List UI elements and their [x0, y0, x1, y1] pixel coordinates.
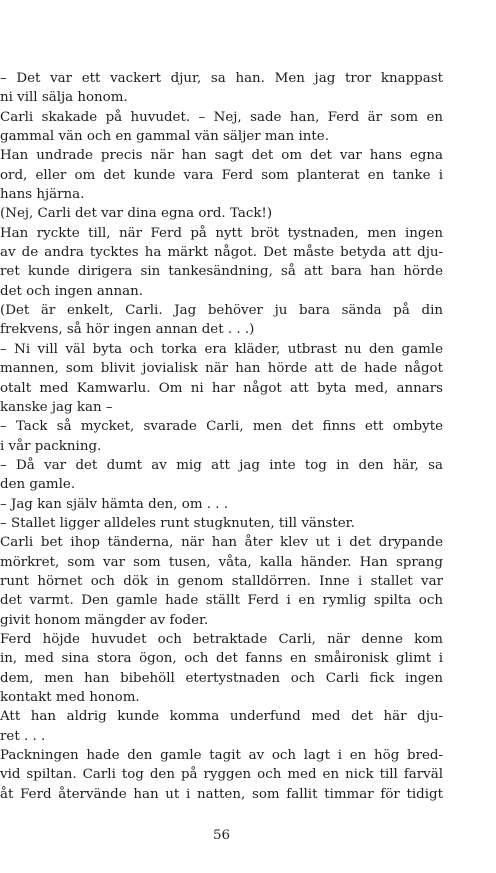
body-text [0, 69, 443, 804]
page-number: 56 [212, 828, 231, 843]
text-line: otalt med Kamwarlu. Om ni har något att byta med, annars [0, 380, 443, 396]
text-line: hans hjärna. [0, 187, 85, 203]
text-line: – Det var ett vackert djur, sa han. Men jag tror knappast [0, 71, 443, 86]
text-line: ord, eller om det kunde vara Ferd som planterat en tanke i [0, 167, 443, 183]
text-line: runt hörnet och dök in genom stalldörren. Inne i stallet var [0, 573, 443, 589]
text-line: ni vill sälja honom. [0, 90, 128, 106]
text-line: (Nej, Carli det var dina egna ord. Tack!) [0, 206, 273, 222]
text-line: mannen, som blivit jovialisk när han hörde att de hade något [0, 361, 443, 377]
text-line: mörkret, som var som tusen, våta, kalla händer. Han sprang [0, 554, 443, 570]
text-line: in, med sina stora ögon, och det fanns en småironisk glimt i [0, 651, 443, 667]
text-line: i vår packning. [0, 438, 102, 454]
text-line: ret . . . [0, 728, 46, 744]
text-line: vid spiltan. Carli tog den på ryggen och med en nick till farväl [0, 767, 443, 783]
text-line: givit honom mängder av foder. [0, 612, 209, 628]
text-line: – Jag kan själv hämta den, om . . . [0, 496, 229, 512]
text-line: Han ryckte till, när Ferd på nytt bröt tystnaden, men ingen [0, 225, 443, 241]
text-line: kontakt med honom. [0, 690, 140, 705]
text-line: – Stallet ligger alldeles runt stugknuten, till vänster. [0, 515, 355, 531]
text-line: Att han aldrig kunde komma underfund med det här dju- [0, 709, 443, 725]
text-line: – Då var det dumt av mig att jag inte tog in den här, sa [0, 457, 443, 473]
text-line: det varmt. Den gamle hade ställt Ferd i en rymlig spilta och [0, 593, 443, 609]
text-line: det och ingen annan. [0, 283, 143, 299]
text-line: Carli skakade på huvudet. – Nej, sade han, Ferd är som en [0, 109, 443, 125]
text-line: dem, men han bibehöll etertystnaden och Carli fick ingen [0, 670, 443, 686]
text-line: Han undrade precis när han sagt det om det var hans egna [0, 148, 443, 164]
text-line: Carli bet ihop tänderna, när han åter klev ut i det drypande [0, 535, 443, 551]
text-line: åt Ferd återvände han ut i natten, som fallit timmar för tidigt [0, 786, 443, 802]
text-line: av de andra tycktes ha märkt något. Det måste betyda att dju- [0, 245, 443, 261]
text-line: – Ni vill väl byta och torka era kläder, utbrast nu den gamle [0, 341, 443, 357]
text-line: gammal vän och en gammal vän säljer man inte. [0, 129, 329, 145]
text-line: den gamle. [0, 477, 76, 493]
text-line: frekvens, så hör ingen annan det . . .) [0, 322, 255, 338]
text-line: ret kunde dirigera sin tankesändning, så att bara han hörde [0, 264, 443, 280]
text-line: Ferd höjde huvudet och betraktade Carli, när denne kom [0, 631, 443, 647]
text-line: (Det är enkelt, Carli. Jag behöver ju bara sända på din [0, 303, 443, 319]
text-line: Packningen hade den gamle tagit av och lagt i en hög bred- [0, 748, 443, 764]
text-line: – Tack så mycket, svarade Carli, men det finns ett ombyte [0, 419, 443, 435]
text-line: kanske jag kan – [0, 399, 113, 415]
